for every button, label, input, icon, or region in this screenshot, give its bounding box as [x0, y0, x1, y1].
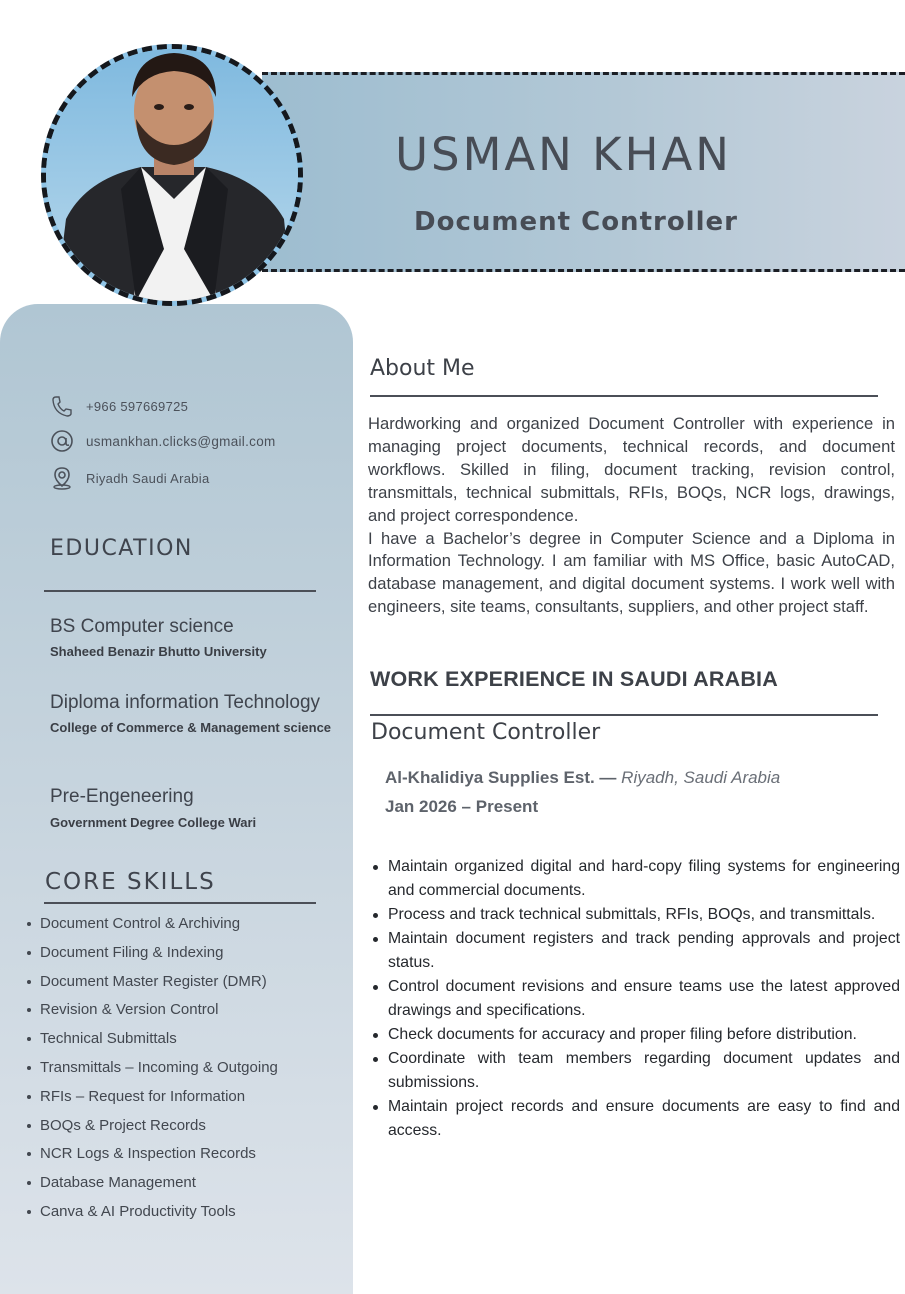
about-heading: About Me [370, 356, 475, 381]
about-paragraph-1: Hardworking and organized Document Controller with experience in managing project documents, technical records, and document workflows. Skilled in filing, document tracking, revision control, transmittals, technical submittals, RFIs, BOQs, NCR logs, drawings, and project correspondence. [368, 414, 895, 525]
email-address: usmankhan.clicks@gmail.com [86, 433, 276, 449]
phone-number: +966 597669725 [86, 398, 189, 414]
duty-item: Maintain document registers and track pending approvals and project status. [370, 927, 900, 975]
duty-item: Coordinate with team members regarding document updates and submissions. [370, 1047, 900, 1095]
experience-divider [370, 714, 878, 716]
education-degree-2: Diploma information Technology [50, 692, 321, 713]
education-heading: EDUCATION [50, 536, 193, 561]
profile-photo [41, 44, 303, 306]
skill-item: Revision & Version Control [27, 998, 278, 1027]
skills-divider [44, 902, 316, 904]
contact-phone [50, 394, 188, 418]
duty-item: Check documents for accuracy and proper filing before distribution. [370, 1023, 900, 1047]
duty-item: Maintain organized digital and hard-copy filing systems for engineering and commercial documents. [370, 855, 900, 903]
education-school-2: College of Commerce & Management science [50, 720, 332, 735]
duty-item: Maintain project records and ensure documents are easy to find and access. [370, 1095, 900, 1143]
skill-item: Technical Submittals [27, 1027, 278, 1056]
duties-list [370, 855, 900, 1143]
education-school-1: Shaheed Benazir Bhutto University [50, 644, 267, 659]
at-sign-icon [50, 429, 74, 453]
about-divider [370, 395, 878, 397]
employment-period: Jan 2026 – Present [385, 797, 539, 816]
skill-item: Document Master Register (DMR) [27, 970, 278, 999]
company-line [385, 768, 780, 788]
skill-item: BOQs & Project Records [27, 1114, 278, 1143]
company-name: Al-Khalidiya Supplies Est. — [385, 768, 617, 787]
skill-item: Transmittals – Incoming & Outgoing [27, 1056, 278, 1085]
skill-item: Database Management [27, 1171, 278, 1200]
map-pin-icon [50, 466, 74, 490]
location-text: Riyadh Saudi Arabia [86, 470, 210, 486]
phone-icon [50, 394, 74, 418]
education-school-3: Government Degree College Wari [50, 815, 257, 830]
skill-item: NCR Logs & Inspection Records [27, 1142, 278, 1171]
candidate-name: USMAN KHAN [395, 128, 732, 181]
education-degree-3: Pre-Engeneering [50, 786, 194, 807]
experience-heading: WORK EXPERIENCE IN SAUDI ARABIA [370, 667, 778, 691]
skill-item: Canva & AI Productivity Tools [27, 1200, 278, 1229]
about-paragraph-2: I have a Bachelor’s degree in Computer Science and a Diploma in Information Technology. I am familiar with MS Office, basic AutoCAD, database management, and digital document systems. I work well with engineers, site teams, consultants, suppliers, and other project staff. [368, 528, 895, 617]
skill-item: RFIs – Request for Information [27, 1085, 278, 1114]
duty-item: Control document revisions and ensure teams use the latest approved drawings and specifications. [370, 975, 900, 1023]
contact-location [50, 466, 210, 490]
company-location: Riyadh, Saudi Arabia [621, 768, 781, 787]
skill-item: Document Filing & Indexing [27, 941, 278, 970]
education-divider [44, 590, 316, 592]
candidate-title: Document Controller [414, 207, 738, 237]
duty-item: Process and track technical submittals, RFIs, BOQs, and transmittals. [370, 903, 900, 927]
contact-email [50, 429, 276, 453]
job-title: Document Controller [371, 720, 601, 745]
education-degree-1: BS Computer science [50, 616, 234, 637]
skill-item: Document Control & Archiving [27, 912, 278, 941]
skills-list [27, 912, 278, 1229]
about-text [368, 413, 895, 619]
skills-heading: CORE SKILLS [45, 869, 216, 895]
